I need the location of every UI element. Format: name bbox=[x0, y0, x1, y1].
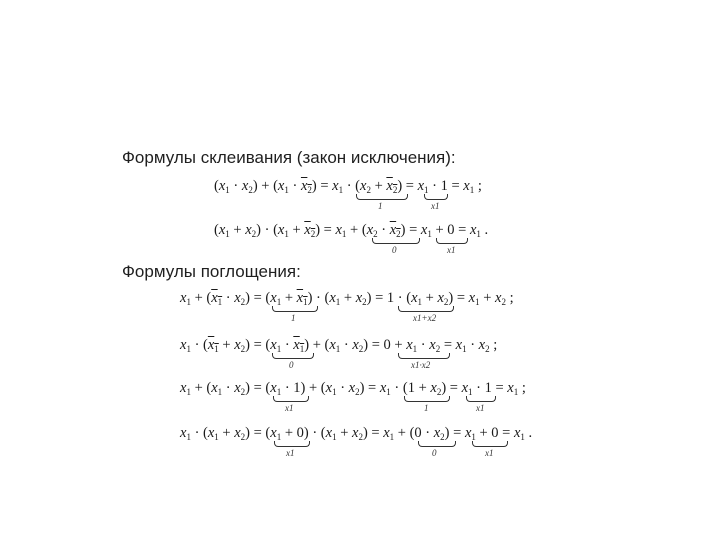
underbrace bbox=[356, 194, 408, 200]
underbrace bbox=[398, 306, 454, 312]
underbrace-note: 1 bbox=[424, 403, 429, 413]
underbrace bbox=[436, 238, 468, 244]
underbrace bbox=[398, 353, 450, 359]
underbrace-note: x1·x2 bbox=[411, 360, 431, 370]
underbrace bbox=[466, 396, 496, 402]
underbrace-note: 1 bbox=[291, 313, 296, 323]
underbrace-note: x1 bbox=[431, 201, 440, 211]
formula-gluing-1: $(x_1 \cdot x_2) + (x_1 \cdot x_2) = x_1 \cdot (x_2 + x_2) = x_1 \cdot 1 = x_1$ ; bbox=[214, 178, 482, 195]
section-heading-gluing: Формулы склеивания (закон исключения): bbox=[122, 148, 456, 167]
underbrace-note: x1+x2 bbox=[413, 313, 437, 323]
underbrace-note: x1 bbox=[485, 448, 494, 458]
formula-absorption-4: $x_1 \cdot (x_1 + x_2) = (x_1 + 0) \cdot (x_1 + x_2) = x_1 + (0 \cdot x_2) = x_1 + 0 = x_1$ . bbox=[180, 425, 533, 442]
underbrace bbox=[372, 238, 420, 244]
underbrace bbox=[274, 441, 310, 447]
formula-gluing-2: $(x_1 + x_2) \cdot (x_1 + x_2) = x_1 + (x_2 \cdot x_2) = x_1 + 0 = x_1$ . bbox=[214, 222, 489, 239]
formula-absorption-1: $x_1 + (x_1 \cdot x_2) = (x_1 + x_1) \cdot (x_1 + x_2) = 1 \cdot (x_1 + x_2) = x_1 + x_2$ ; bbox=[180, 290, 514, 307]
underbrace bbox=[404, 396, 450, 402]
underbrace-note: x1 bbox=[286, 448, 295, 458]
formula-absorption-2: $x_1 \cdot (x_1 + x_2) = (x_1 \cdot x_1) + (x_1 \cdot x_2) = 0 + x_1 \cdot x_2 = x_1 \cdot x_2$ ; bbox=[180, 337, 498, 354]
underbrace bbox=[472, 441, 508, 447]
section-heading-absorption: Формулы поглощения: bbox=[122, 262, 301, 281]
underbrace-note: 0 bbox=[289, 360, 294, 370]
underbrace-note: x1 bbox=[285, 403, 294, 413]
underbrace-note: 0 bbox=[392, 245, 397, 255]
underbrace-note: 0 bbox=[432, 448, 437, 458]
underbrace-note: x1 bbox=[476, 403, 485, 413]
underbrace bbox=[273, 396, 309, 402]
underbrace bbox=[424, 194, 448, 200]
underbrace-note: 1 bbox=[378, 201, 383, 211]
formula-absorption-3: $x_1 + (x_1 \cdot x_2) = (x_1 \cdot 1) + (x_1 \cdot x_2) = x_1 \cdot (1 + x_2) = x_1 \cdot 1 = x_1$ ; bbox=[180, 380, 526, 397]
underbrace bbox=[272, 306, 318, 312]
underbrace bbox=[418, 441, 456, 447]
underbrace-note: x1 bbox=[447, 245, 456, 255]
underbrace bbox=[272, 353, 314, 359]
